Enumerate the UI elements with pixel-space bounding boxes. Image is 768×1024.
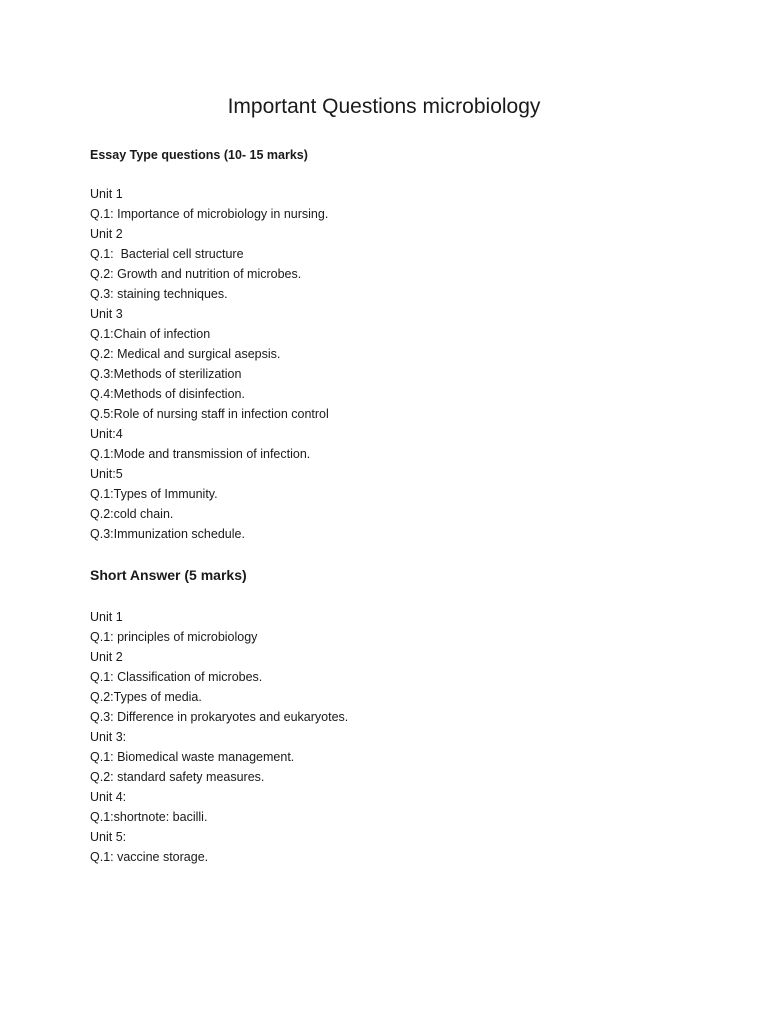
short-answer-question-line: Q.1: vaccine storage. — [90, 850, 209, 864]
short-answer-question-line: Unit 1 — [90, 610, 123, 624]
short-answer-question-line: Unit 2 — [90, 650, 123, 664]
essay-question-line: Unit:5 — [90, 467, 123, 481]
essay-question-line: Q.1:Mode and transmission of infection. — [90, 447, 311, 461]
short-answer-question-line: Q.2: standard safety measures. — [90, 770, 265, 784]
essay-question-line: Q.1: Importance of microbiology in nursing. — [90, 207, 329, 221]
essay-question-line: Q.1: Bacterial cell structure — [90, 247, 244, 261]
essay-question-line: Q.3:Immunization schedule. — [90, 527, 245, 541]
short-answer-question-line: Q.1: Biomedical waste management. — [90, 750, 295, 764]
short-answer-question-line: Q.1: principles of microbiology — [90, 630, 258, 644]
essay-question-line: Unit 2 — [90, 227, 123, 241]
essay-question-line: Q.4:Methods of disinfection. — [90, 387, 245, 401]
short-answer-section-heading: Short Answer (5 marks) — [90, 567, 247, 583]
short-answer-question-list — [90, 607, 348, 867]
short-answer-question-line: Unit 3: — [90, 730, 127, 744]
essay-question-line: Q.2:cold chain. — [90, 507, 174, 521]
essay-question-line: Q.1:Chain of infection — [90, 327, 211, 341]
short-answer-question-line: Q.1:shortnote: bacilli. — [90, 810, 208, 824]
short-answer-question-line: Q.2:Types of media. — [90, 690, 202, 704]
essay-question-line: Q.2: Growth and nutrition of microbes. — [90, 267, 302, 281]
essay-question-line: Q.3: staining techniques. — [90, 287, 228, 301]
essay-question-line: Unit:4 — [90, 427, 123, 441]
short-answer-question-line: Q.3: Difference in prokaryotes and eukaryotes. — [90, 710, 349, 724]
essay-question-line: Unit 3 — [90, 307, 123, 321]
short-answer-question-line: Q.1: Classification of microbes. — [90, 670, 263, 684]
essay-question-line: Q.5:Role of nursing staff in infection control — [90, 407, 329, 421]
short-answer-question-line: Unit 5: — [90, 830, 127, 844]
essay-question-line: Q.3:Methods of sterilization — [90, 367, 242, 381]
essay-question-line: Unit 1 — [90, 187, 123, 201]
document-title: Important Questions microbiology — [227, 95, 541, 118]
short-answer-question-line: Unit 4: — [90, 790, 127, 804]
essay-section-heading: Essay Type questions (10- 15 marks) — [90, 148, 308, 162]
essay-question-line: Q.2: Medical and surgical asepsis. — [90, 347, 281, 361]
essay-question-line: Q.1:Types of Immunity. — [90, 487, 218, 501]
essay-question-list — [90, 184, 329, 544]
